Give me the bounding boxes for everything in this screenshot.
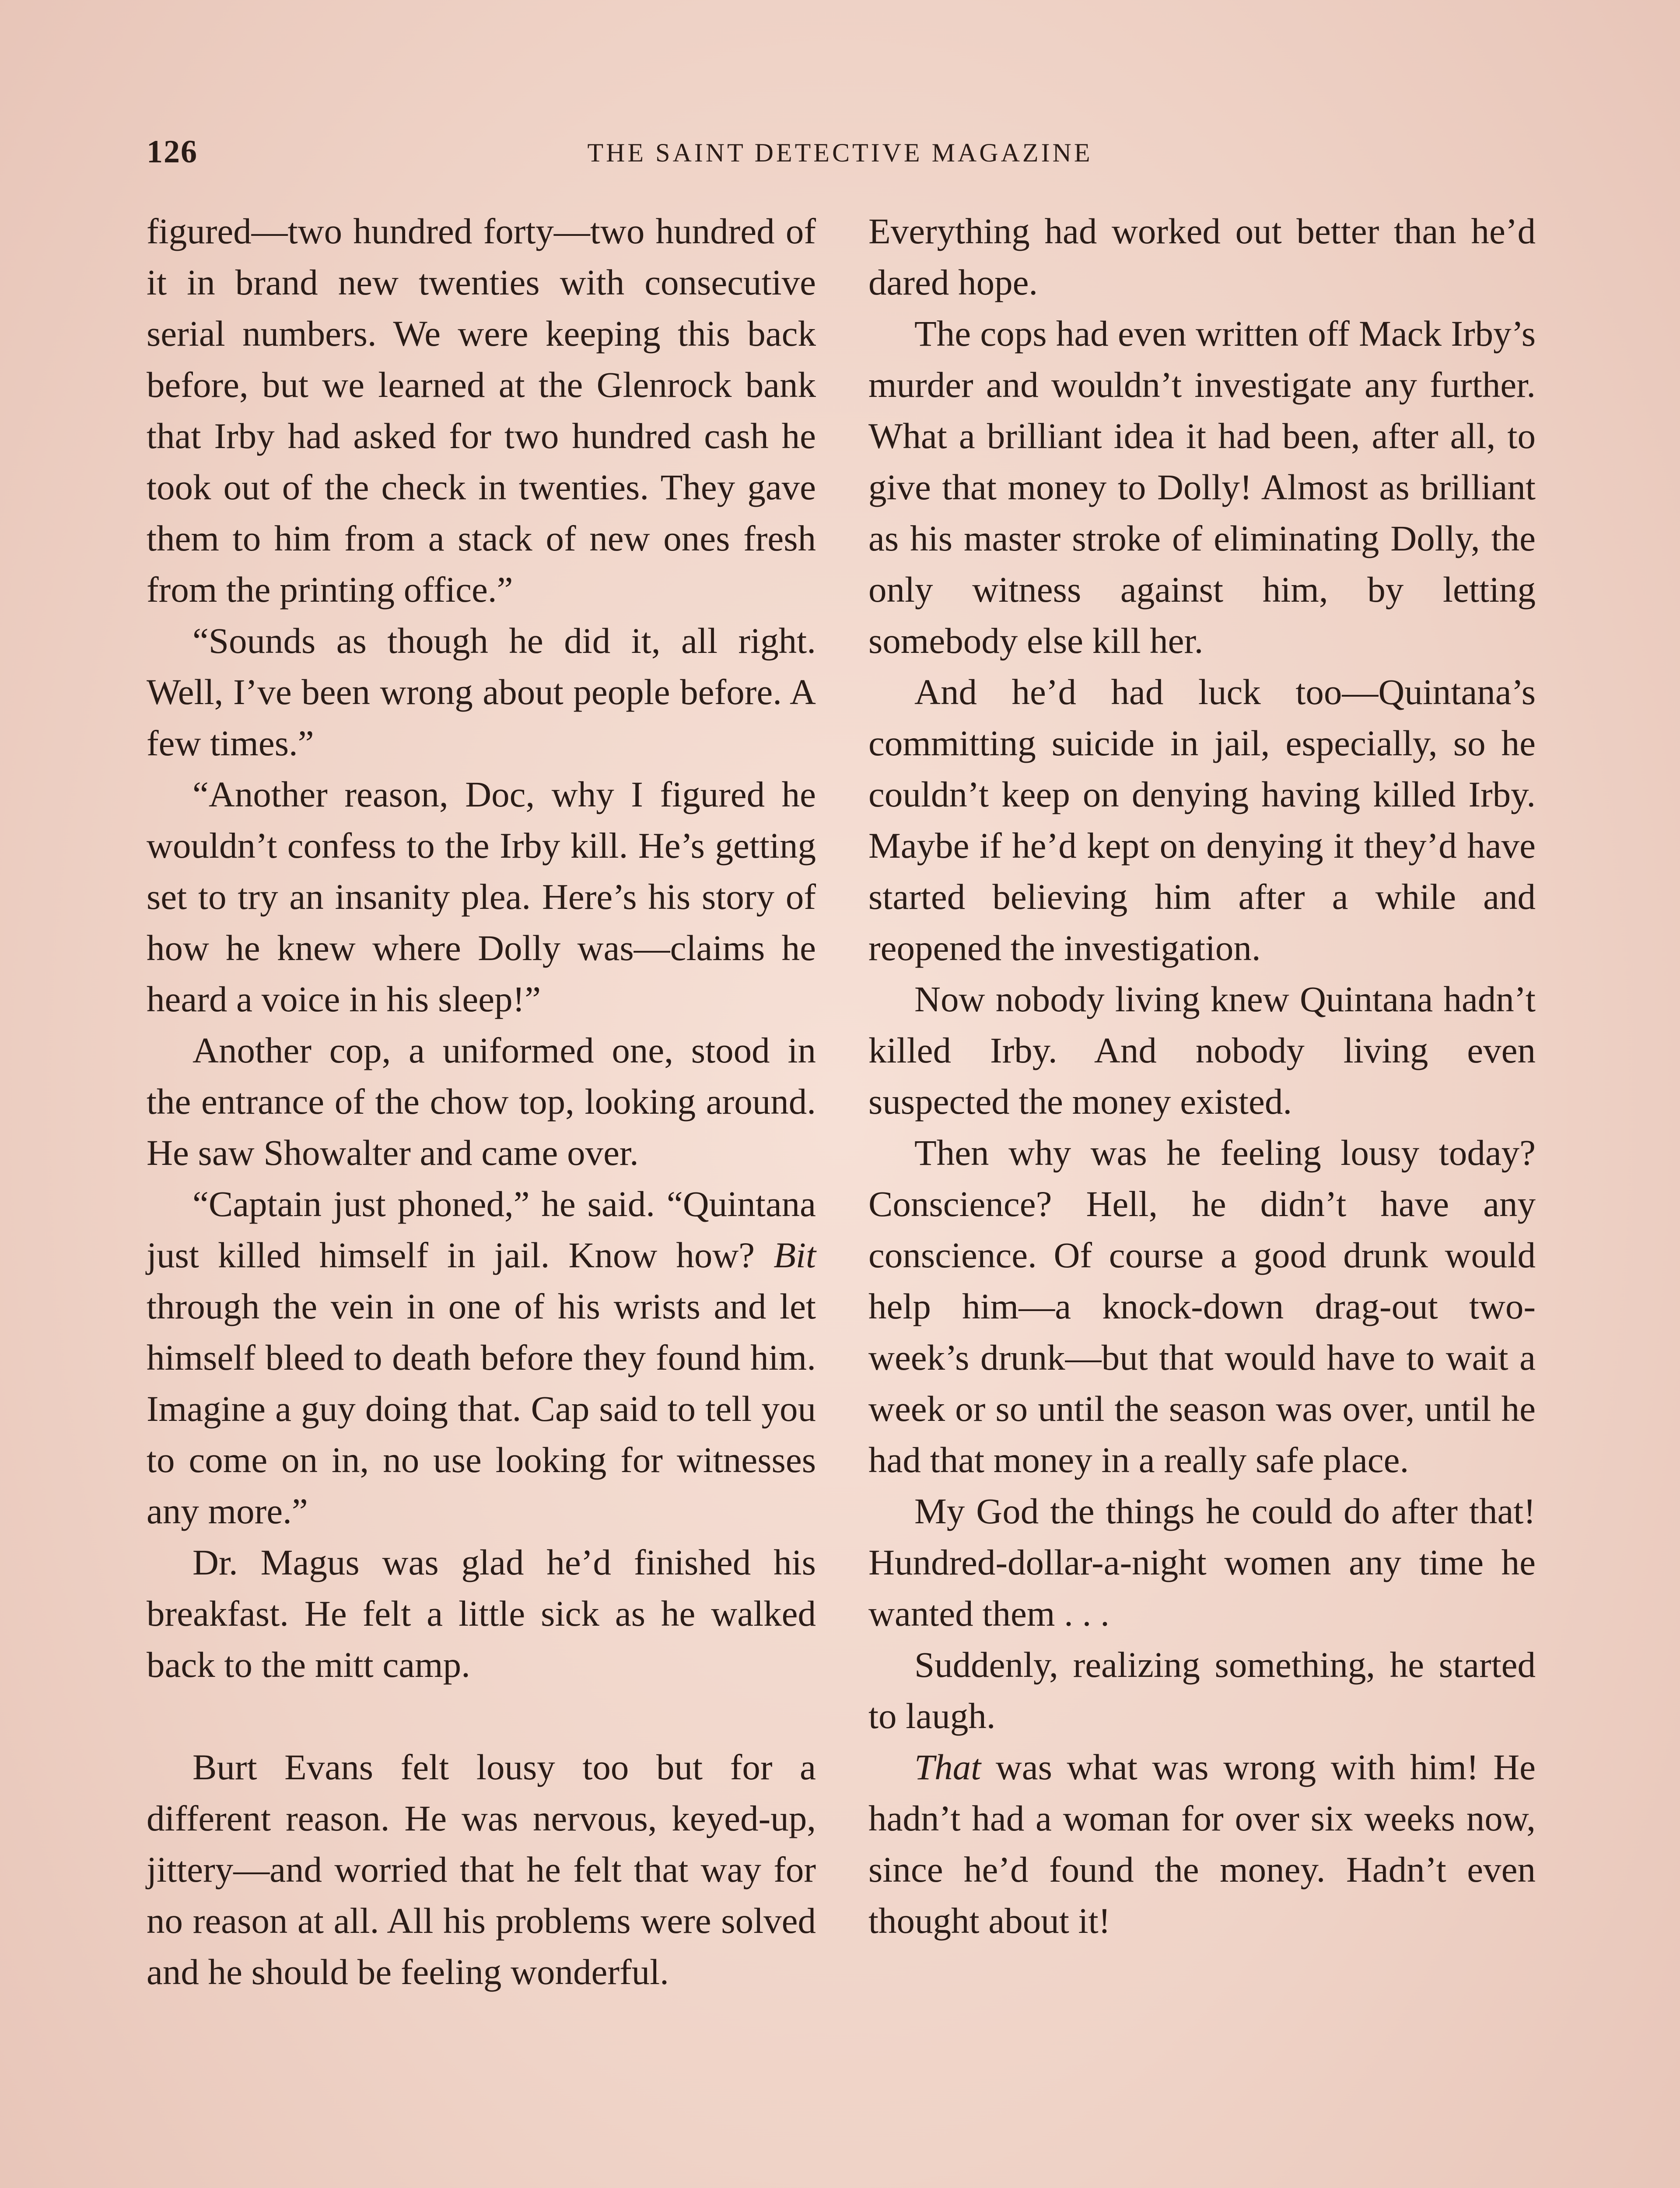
left-column [147, 206, 816, 1998]
paragraph: Another cop, a uniformed one, stood in the entrance of the chow top, looking around. He saw Showalter and came over. [147, 1030, 816, 1173]
paragraph [147, 1178, 816, 1537]
running-head: THE SAINT DETECTIVE MAGAZINE [587, 138, 1093, 167]
paragraph: figured—two hundred forty—two hundred of it in brand new twenties with consecutive serial numbers. We were keeping this back before, but we learned at the Glenrock bank that Irby had asked for two hundred cash he took out of the check in twenties. They gave them to him from a stack of new ones fresh from the printing office.” [147, 211, 816, 610]
paragraph: The cops had even written off Mack Irby’s murder and wouldn’t investigate any further. What a brilliant idea it had been, after all, to give that money to Dolly! Almost as brilliant as his master stroke of eliminating Dolly, the only witness against him, by letting somebody else kill her. [868, 313, 1536, 661]
text-run: was what was wrong with him! He hadn’t had a woman for over six weeks now, since he’d found the money. Hadn’t even thought about it! [868, 1747, 1536, 1941]
paragraph: Then why was he feeling lousy today? Conscience? Hell, he didn’t have any conscience. Of course a good drunk would help him—a knock-down drag-out two-week’s drunk—but that would have to wait a week or so until the season was over, until he had that money in a really safe place. [868, 1133, 1536, 1480]
page-header [147, 133, 1533, 182]
text-run: through the vein in one of his wrists and let himself bleed to death before they found him. Imagine a guy doing that. Cap said to tell you to come on in, no use looking for witnesses any more.” [147, 1286, 816, 1531]
paragraph: Suddenly, realizing something, he started to laugh. [868, 1645, 1536, 1736]
paragraph: “Sounds as though he did it, all right. Well, I’ve been wrong about people before. A few times.” [147, 621, 816, 763]
paragraph: And he’d had luck too—Quintana’s committing suicide in jail, especially, so he couldn’t keep on denying having killed Irby. Maybe if he’d kept on denying it they’d have started believing him after a while and reopened the investigation. [868, 672, 1536, 968]
italic-word: That [914, 1747, 981, 1787]
italic-word: Bit [774, 1235, 816, 1275]
paragraph: “Another reason, Doc, why I figured he wouldn’t confess to the Irby kill. He’s getting set to try an insanity plea. Here’s his story of how he knew where Dolly was—claims he heard a voice in his sleep!” [147, 774, 816, 1019]
page-number: 126 [147, 134, 198, 170]
paragraph: Dr. Magus was glad he’d finished his breakfast. He felt a little sick as he walked back to the mitt camp. [147, 1542, 816, 1685]
paragraph: Burt Evans felt lousy too but for a different reason. He was nervous, keyed-up, jittery—and worried that he felt that way for no reason at all. All his problems were solved and he should be feeling wonderful. [147, 1747, 816, 1992]
right-column [868, 206, 1536, 1946]
paragraph [868, 1742, 1536, 1946]
text-run: “Captain just phoned,” he said. “Quintana just killed himself in jail. Know how? [147, 1184, 816, 1275]
paragraph: My God the things he could do after that! Hundred-dollar-a-night women any time he wanted them . . . [868, 1491, 1536, 1634]
paragraph: Now nobody living knew Quintana hadn’t killed Irby. And nobody living even suspected the money existed. [868, 979, 1536, 1122]
paragraph: Everything had worked out better than he’d dared hope. [868, 211, 1536, 302]
